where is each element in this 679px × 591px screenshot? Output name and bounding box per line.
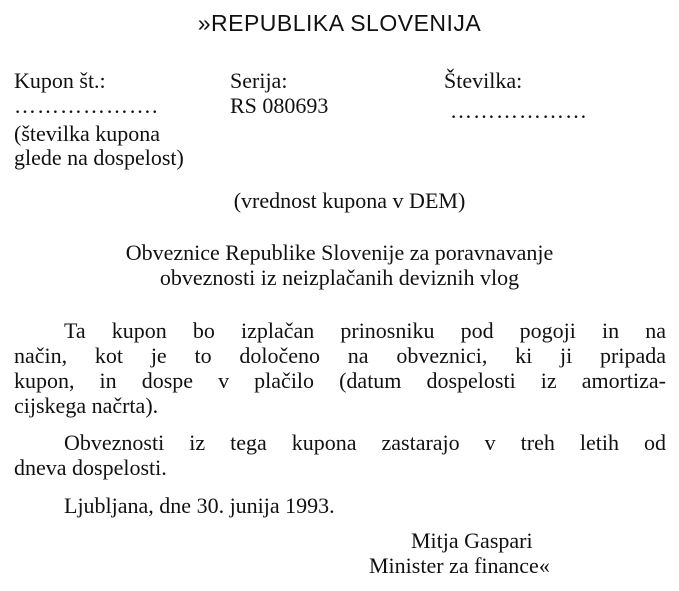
paragraph-1-line-4: cijskega načrta). — [14, 393, 159, 418]
kupon-label: Kupon št.: — [14, 68, 106, 93]
stevilka-label: Številka: — [444, 68, 523, 93]
coupon-value-note: (vrednost kupona v DEM) — [233, 188, 466, 213]
signatory-name: Mitja Gaspari — [411, 528, 533, 553]
signatory-role: Minister za finance« — [369, 553, 550, 578]
bond-heading-line-2: obveznosti iz neizplačanih deviznih vlog — [159, 265, 520, 290]
place-and-date: Ljubljana, dne 30. junija 1993. — [64, 493, 335, 518]
paragraph-1-line-2: način, kot je to določeno na obveznici, ki ji pripada — [14, 343, 666, 368]
kupon-note-line-1: (številka kupona — [14, 121, 161, 146]
paragraph-2-line-2: dneva dospelosti. — [14, 455, 167, 480]
kupon-note-line-2: glede na dospelost) — [14, 145, 184, 170]
paragraph-1-line-1: Ta kupon bo izplačan prinosniku pod pogoji in na — [64, 318, 666, 343]
document-title: »REPUBLIKA SLOVENIJA — [197, 10, 482, 36]
stevilka-blank: ……………… — [450, 98, 588, 123]
paragraph-2-line-1: Obveznosti iz tega kupona zastarajo v treh letih od — [64, 430, 666, 455]
serija-label: Serija: — [230, 68, 288, 93]
paragraph-1-line-3: kupon, in dospe v plačilo (datum dospelosti iz amortiza- — [14, 368, 666, 393]
bond-heading-line-1: Obveznice Republike Slovenije za poravnavanje — [125, 240, 554, 265]
serija-value: RS 080693 — [230, 93, 329, 118]
kupon-number-blank: ………………. — [14, 93, 159, 118]
